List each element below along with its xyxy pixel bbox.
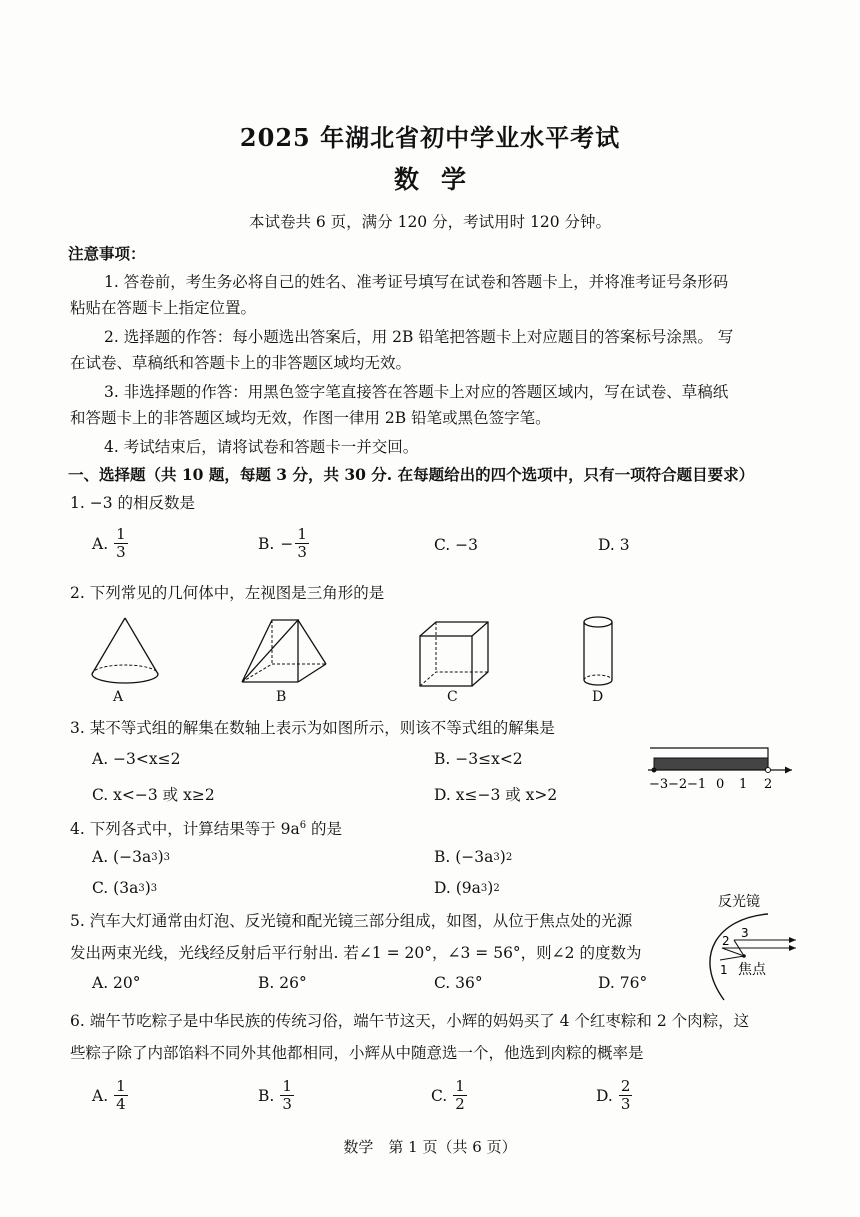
q1-option-a	[92, 526, 128, 561]
q1-option-d: D. 3	[598, 536, 630, 554]
q6-option-d	[596, 1078, 632, 1113]
q6-a-num: 1	[116, 1077, 126, 1095]
q4-stem-sup: 6	[299, 820, 307, 831]
notice-item-2-cont: 在试卷、草稿纸和答题卡上的非答题区域均无效。	[70, 354, 412, 372]
mirror-label: 反光镜	[718, 894, 760, 910]
q4-d-paren: )	[487, 879, 494, 897]
cone-figure	[80, 612, 170, 692]
headlight-figure	[698, 888, 810, 1004]
q6-d-den: 3	[620, 1095, 631, 1113]
q4-a-exp: 3	[151, 851, 158, 863]
q4-b-exp: 3	[493, 851, 500, 863]
q6-d-fraction	[619, 1078, 633, 1113]
q6-option-c	[431, 1078, 467, 1113]
q4-a-exp2: 3	[163, 851, 170, 863]
q6-line1: 6. 端午节吃粽子是中华民族的传统习俗，端午节这天，小辉的妈妈买了 4 个红枣粽和 2 个肉粽，这	[70, 1012, 750, 1030]
q1-option-c: C. −3	[434, 536, 479, 554]
notice-item-1-cont: 粘贴在答题卡上指定位置。	[70, 299, 257, 317]
q6-c-den: 2	[455, 1095, 465, 1113]
q6-d-label: D.	[596, 1086, 613, 1105]
focus-label: 焦点	[738, 962, 766, 978]
angle-3-label: 3	[741, 926, 749, 940]
q4-c-base: C. (3a	[92, 879, 139, 897]
notice-item-3: 3. 非选择题的作答：用黑色签字笔直接答在答题卡上对应的答题区域内，写在试卷、草稿纸	[104, 383, 729, 401]
q3-option-c: C. x<−3 或 x≥2	[92, 786, 215, 804]
q2-stem: 2. 下列常见的几何体中，左视图是三角形的是	[70, 584, 385, 602]
page-footer: 数学 第 1 页（共 6 页）	[343, 1138, 517, 1156]
notice-item-4: 4. 考试结束后，请将试卷和答题卡一并交回。	[104, 438, 419, 456]
axis-tick-neg2: −2	[668, 777, 688, 792]
section-heading: 一、选择题（共 10 题，每题 3 分，共 30 分. 在每题给出的四个选项中，只有一项符合题目要求）	[68, 465, 755, 484]
q4-option-c	[92, 879, 157, 897]
q6-line2: 些粽子除了内部馅料不同外其他都相同，小辉从中随意选一个，他选到肉粽的概率是	[70, 1044, 644, 1062]
q4-d-base: D. (9a	[434, 879, 481, 897]
q6-c-num: 1	[455, 1077, 465, 1095]
q5-line1: 5. 汽车大灯通常由灯泡、反光镜和配光镜三部分组成，如图，从位于焦点处的光源	[70, 912, 633, 930]
notice-item-3-cont: 和答题卡上的非答题区域均无效，作图一律用 2B 铅笔或黑色签字笔。	[70, 409, 551, 427]
angle-2-label: 2	[722, 934, 730, 948]
axis-tick-0: 0	[716, 777, 725, 792]
q1-b-sign: −	[280, 534, 294, 553]
q4-d-exp: 3	[480, 882, 488, 894]
q4-b-exp2: 2	[505, 851, 513, 863]
axis-tick-neg3: −3	[649, 777, 669, 792]
q1-a-label: A.	[92, 534, 109, 553]
notice-item-1: 1. 答卷前，考生务必将自己的姓名、准考证号填写在试卷和答题卡上，并将准考证号条形码	[104, 273, 729, 291]
q6-option-b	[258, 1078, 294, 1113]
q2-label-b: B	[276, 689, 287, 705]
q6-b-den: 3	[282, 1095, 292, 1113]
q4-b-paren: )	[499, 848, 506, 866]
q1-a-num: 1	[116, 525, 126, 543]
q6-d-num: 2	[620, 1077, 631, 1095]
q3-option-a: A. −3<x≤2	[92, 750, 181, 768]
number-line-figure	[646, 744, 796, 792]
axis-tick-neg1: −1	[687, 777, 707, 792]
q2-label-d: D	[592, 689, 604, 705]
q2-label-c: C	[447, 689, 458, 705]
q1-a-fraction	[114, 526, 128, 561]
exam-title: 2025 年湖北省初中学业水平考试	[239, 123, 621, 152]
q6-c-fraction	[453, 1078, 467, 1113]
prism-figure	[238, 612, 338, 692]
q5-option-d: D. 76°	[598, 974, 648, 992]
q1-stem: 1. −3 的相反数是	[70, 494, 195, 512]
q1-b-den: 3	[297, 543, 307, 561]
q6-a-label: A.	[92, 1086, 109, 1105]
q4-stem-post: 的是	[306, 820, 343, 839]
q4-c-paren: )	[144, 879, 151, 897]
q1-a-den: 3	[116, 543, 126, 561]
q4-d-exp2: 2	[493, 882, 500, 894]
notice-item-2: 2. 选择题的作答：每小题选出答案后，用 2B 铅笔把答题卡上对应题目的答案标号涂黑。 写	[104, 328, 734, 346]
cylinder-figure	[578, 612, 618, 690]
q6-a-den: 4	[116, 1095, 126, 1113]
axis-tick-2: 2	[764, 777, 773, 792]
notice-heading: 注意事项：	[68, 244, 146, 263]
exam-info: 本试卷共 6 页，满分 120 分，考试用时 120 分钟。	[248, 213, 612, 231]
cube-figure	[414, 618, 494, 690]
q6-b-num: 1	[282, 1077, 292, 1095]
q2-label-a: A	[113, 689, 124, 705]
q4-option-b	[434, 848, 512, 866]
q4-option-d	[434, 879, 500, 897]
q4-c-exp2: 3	[150, 882, 158, 894]
axis-tick-1: 1	[739, 777, 748, 792]
q4-a-paren: )	[157, 848, 164, 866]
q4-option-a	[92, 848, 170, 866]
q1-b-label: B.	[258, 534, 275, 553]
q4-b-base: B. (−3a	[434, 848, 494, 866]
angle-1-label: 1	[720, 963, 728, 977]
q3-option-d: D. x≤−3 或 x>2	[434, 786, 558, 804]
q5-option-b: B. 26°	[258, 974, 307, 992]
q6-b-fraction	[280, 1078, 294, 1113]
q4-stem	[70, 816, 342, 839]
q5-option-a: A. 20°	[92, 974, 141, 992]
q3-stem: 3. 某不等式组的解集在数轴上表示为如图所示，则该不等式组的解集是	[70, 719, 555, 737]
q3-option-b: B. −3≤x<2	[434, 750, 523, 768]
q5-option-c: C. 36°	[434, 974, 483, 992]
q6-a-fraction	[114, 1078, 128, 1113]
q1-b-fraction	[295, 526, 309, 561]
q6-option-a	[92, 1078, 128, 1113]
q4-stem-pre: 4. 下列各式中，计算结果等于 9a	[70, 820, 300, 839]
q1-option-b	[258, 526, 309, 561]
q6-c-label: C.	[431, 1086, 448, 1105]
q6-b-label: B.	[258, 1086, 275, 1105]
q5-line2: 发出两束光线，光线经反射后平行射出. 若∠1 = 20°，∠3 = 56°，则∠2 的度数为	[70, 944, 642, 962]
q1-b-num: 1	[297, 525, 307, 543]
subject-title: 数学	[393, 165, 488, 194]
q4-a-base: A. (−3a	[92, 848, 152, 866]
q4-c-exp: 3	[138, 882, 145, 894]
